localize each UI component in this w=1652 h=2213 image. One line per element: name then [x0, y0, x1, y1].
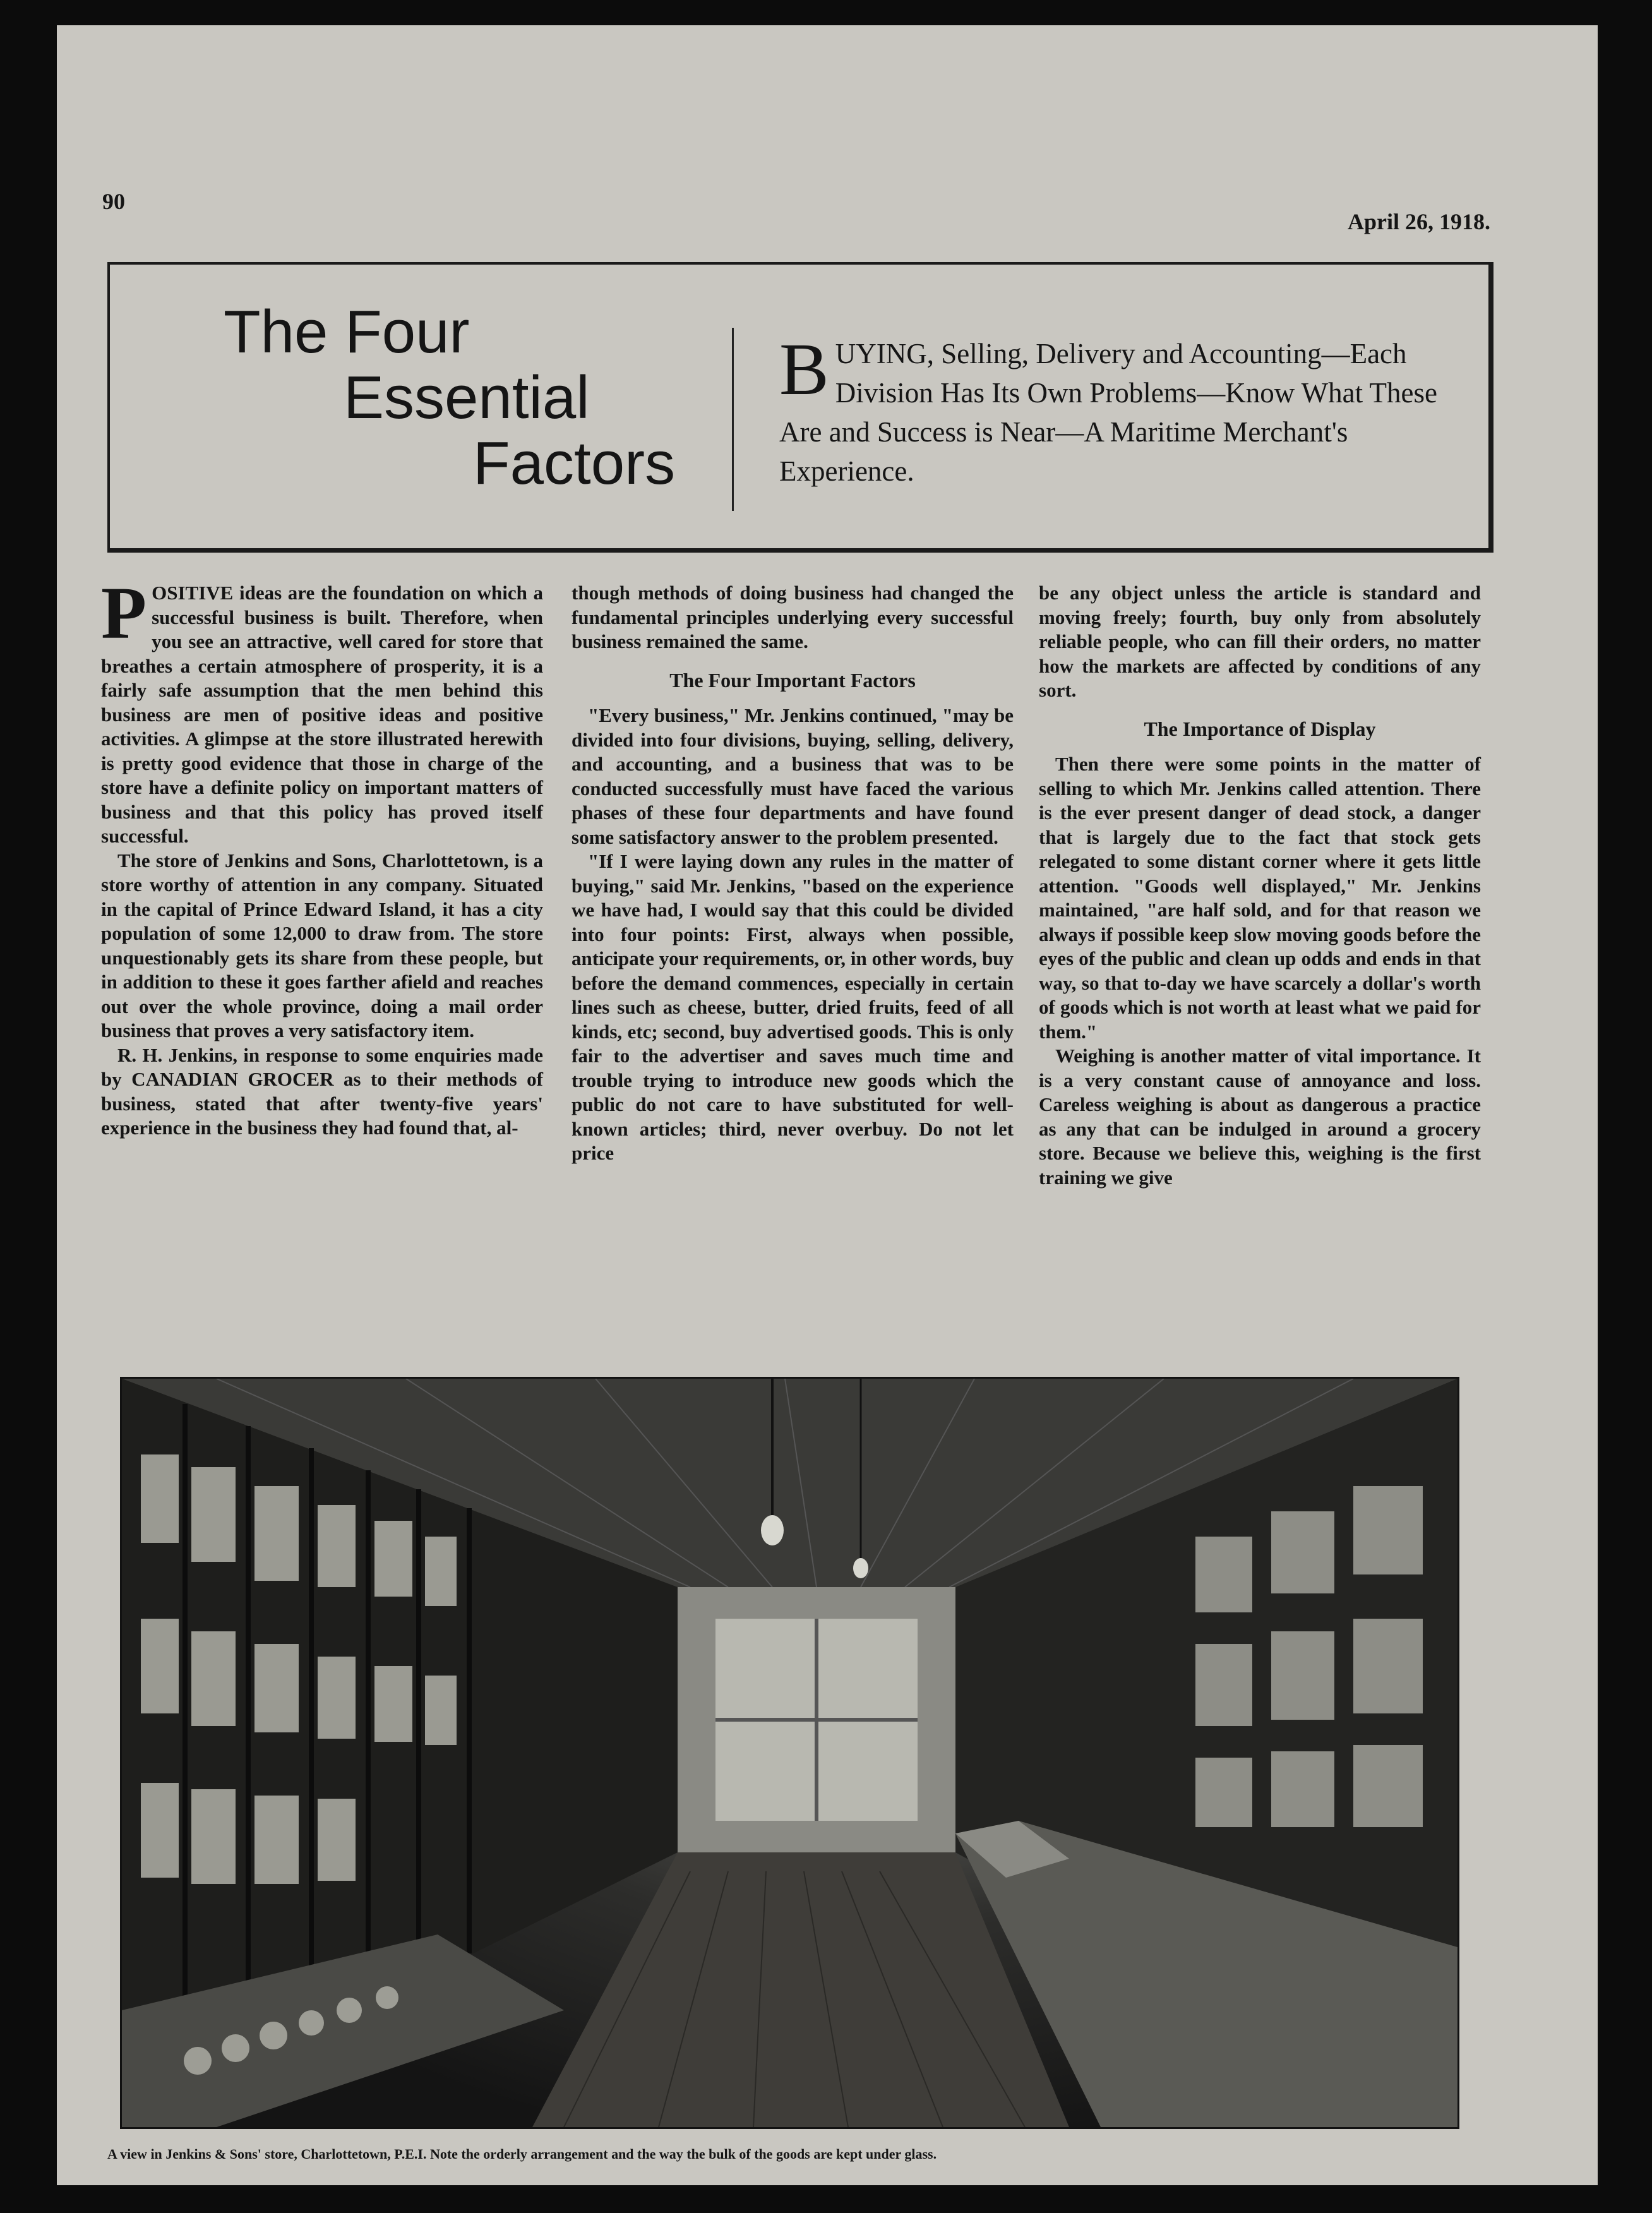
photo-caption: A view in Jenkins & Sons' store, Charlottetown, P.E.I. Note the orderly arrangement and the way the bulk of the goods are kept under glass. [107, 2146, 937, 2162]
headline-box [107, 262, 1493, 553]
col3-paragraph-2: Then there were some points in the matter of selling to which Mr. Jenkins called attention. There is the ever present danger of dead stock, a danger that is largely due to the fact that stock gets relegated to some distant corner where it gets little attention. "Goods well displayed," Mr. Jenkins maintained, "are half sold, and for that reason we always if possible keep slow moving goods before the eyes of the public and clean up odds and ends in that way, so that to-day we have scarcely a dollar's worth of goods which is not worth at least what we paid for them." [1039, 753, 1481, 1043]
headline-line-2: Essential [344, 364, 590, 431]
deck-dropcap: B [779, 328, 829, 411]
col1-paragraph-3: R. H. Jenkins, in response to some enquiries made by CANADIAN GROCER as to their methods of business, stated that after twenty-five years' experience in the business they had found that, al- [101, 1043, 543, 1139]
deck-text [779, 328, 1461, 491]
article-column-2 [572, 581, 1014, 1166]
col1-paragraph-1 [101, 572, 543, 849]
col2-paragraph-3: "If I were laying down any rules in the matter of buying," said Mr. Jenkins, "based on the experience we have had, I would say that this could be divided into four points: First, always when possible, anticipate your requirements, or, in other words, buy before the demand commences, especially in certain lines such as cheese, butter, dried fruits, feed of all kinds, etc; second, buy advertised goods. This is only fair to the advertiser and saves much time and trouble trying to introduce new goods which the public do not care to have substituted for well-known articles; third, never overbuy. Do not let price [572, 850, 1014, 1164]
store-interior-photo [120, 1377, 1459, 2129]
col1-p1-text: OSITIVE ideas are the foundation on which a successful business is built. Therefore, when you see an attractive, well cared for store that breathes a certain atmosphere of prosperity, it is a fairly safe assumption that the men behind this business are men of positive ideas and positive activities. A glimpse at the store illustrated herewith is pretty good evidence that those in charge of the store have a definite policy on important matters of business and that this policy has proved itself successful. [101, 582, 543, 847]
col2-paragraph-1: though methods of doing business had changed the fundamental principles underlying every successful business remained the same. [572, 582, 1014, 652]
col1-dropcap: P [101, 572, 147, 654]
store-photo-illustration [122, 1379, 1457, 2127]
newspaper-page [57, 25, 1598, 2185]
col2-paragraph-2: "Every business," Mr. Jenkins continued, "may be divided into four divisions, buying, selling, delivery, and accounting, and a business that was to be conducted successfully must have faced the various phases of these four departments and have found some satisfactory answer to the problem presented. [572, 704, 1014, 848]
col1-paragraph-2: The store of Jenkins and Sons, Charlottetown, is a store worthy of attention in any company. Situated in the capital of Prince Edward Island, it has a city population of some 12,000 to draw from. The store unquestionably gets its share from these people, but in addition to these it goes farther afield and reaches out over the whole province, doing a mail order business that proves a very satisfactory item. [101, 849, 543, 1041]
article-column-3 [1039, 581, 1481, 1190]
col2-subheading: The Four Important Factors [669, 668, 916, 692]
headline-line-3: Factors [473, 429, 676, 497]
col3-paragraph-3: Weighing is another matter of vital importance. It is a very constant cause of annoyance and loss. Careless weighing is about as dangerous a practice as any that can be indulged in around a grocery store. Because we believe this, weighing is the first training we give [1039, 1045, 1481, 1189]
headline [148, 299, 735, 496]
headline-line-1: The Four [224, 298, 470, 366]
headline-divider [732, 328, 734, 511]
page-number: 90 [102, 189, 125, 214]
article-column-1 [101, 572, 543, 1141]
col3-paragraph-1: be any object unless the article is standard and moving freely; fourth, buy only from absolutely reliable people, who can fill their orders, no matter how the markets are affected by conditions of any sort. [1039, 582, 1481, 701]
page-date: April 26, 1918. [1347, 209, 1490, 234]
col3-subheading: The Importance of Display [1144, 717, 1376, 740]
deck-body: UYING, Selling, Delivery and Accounting—Each Division Has Its Own Problems—Know What These Are and Success is Near—A Maritime Merchant's Experience. [779, 338, 1437, 487]
